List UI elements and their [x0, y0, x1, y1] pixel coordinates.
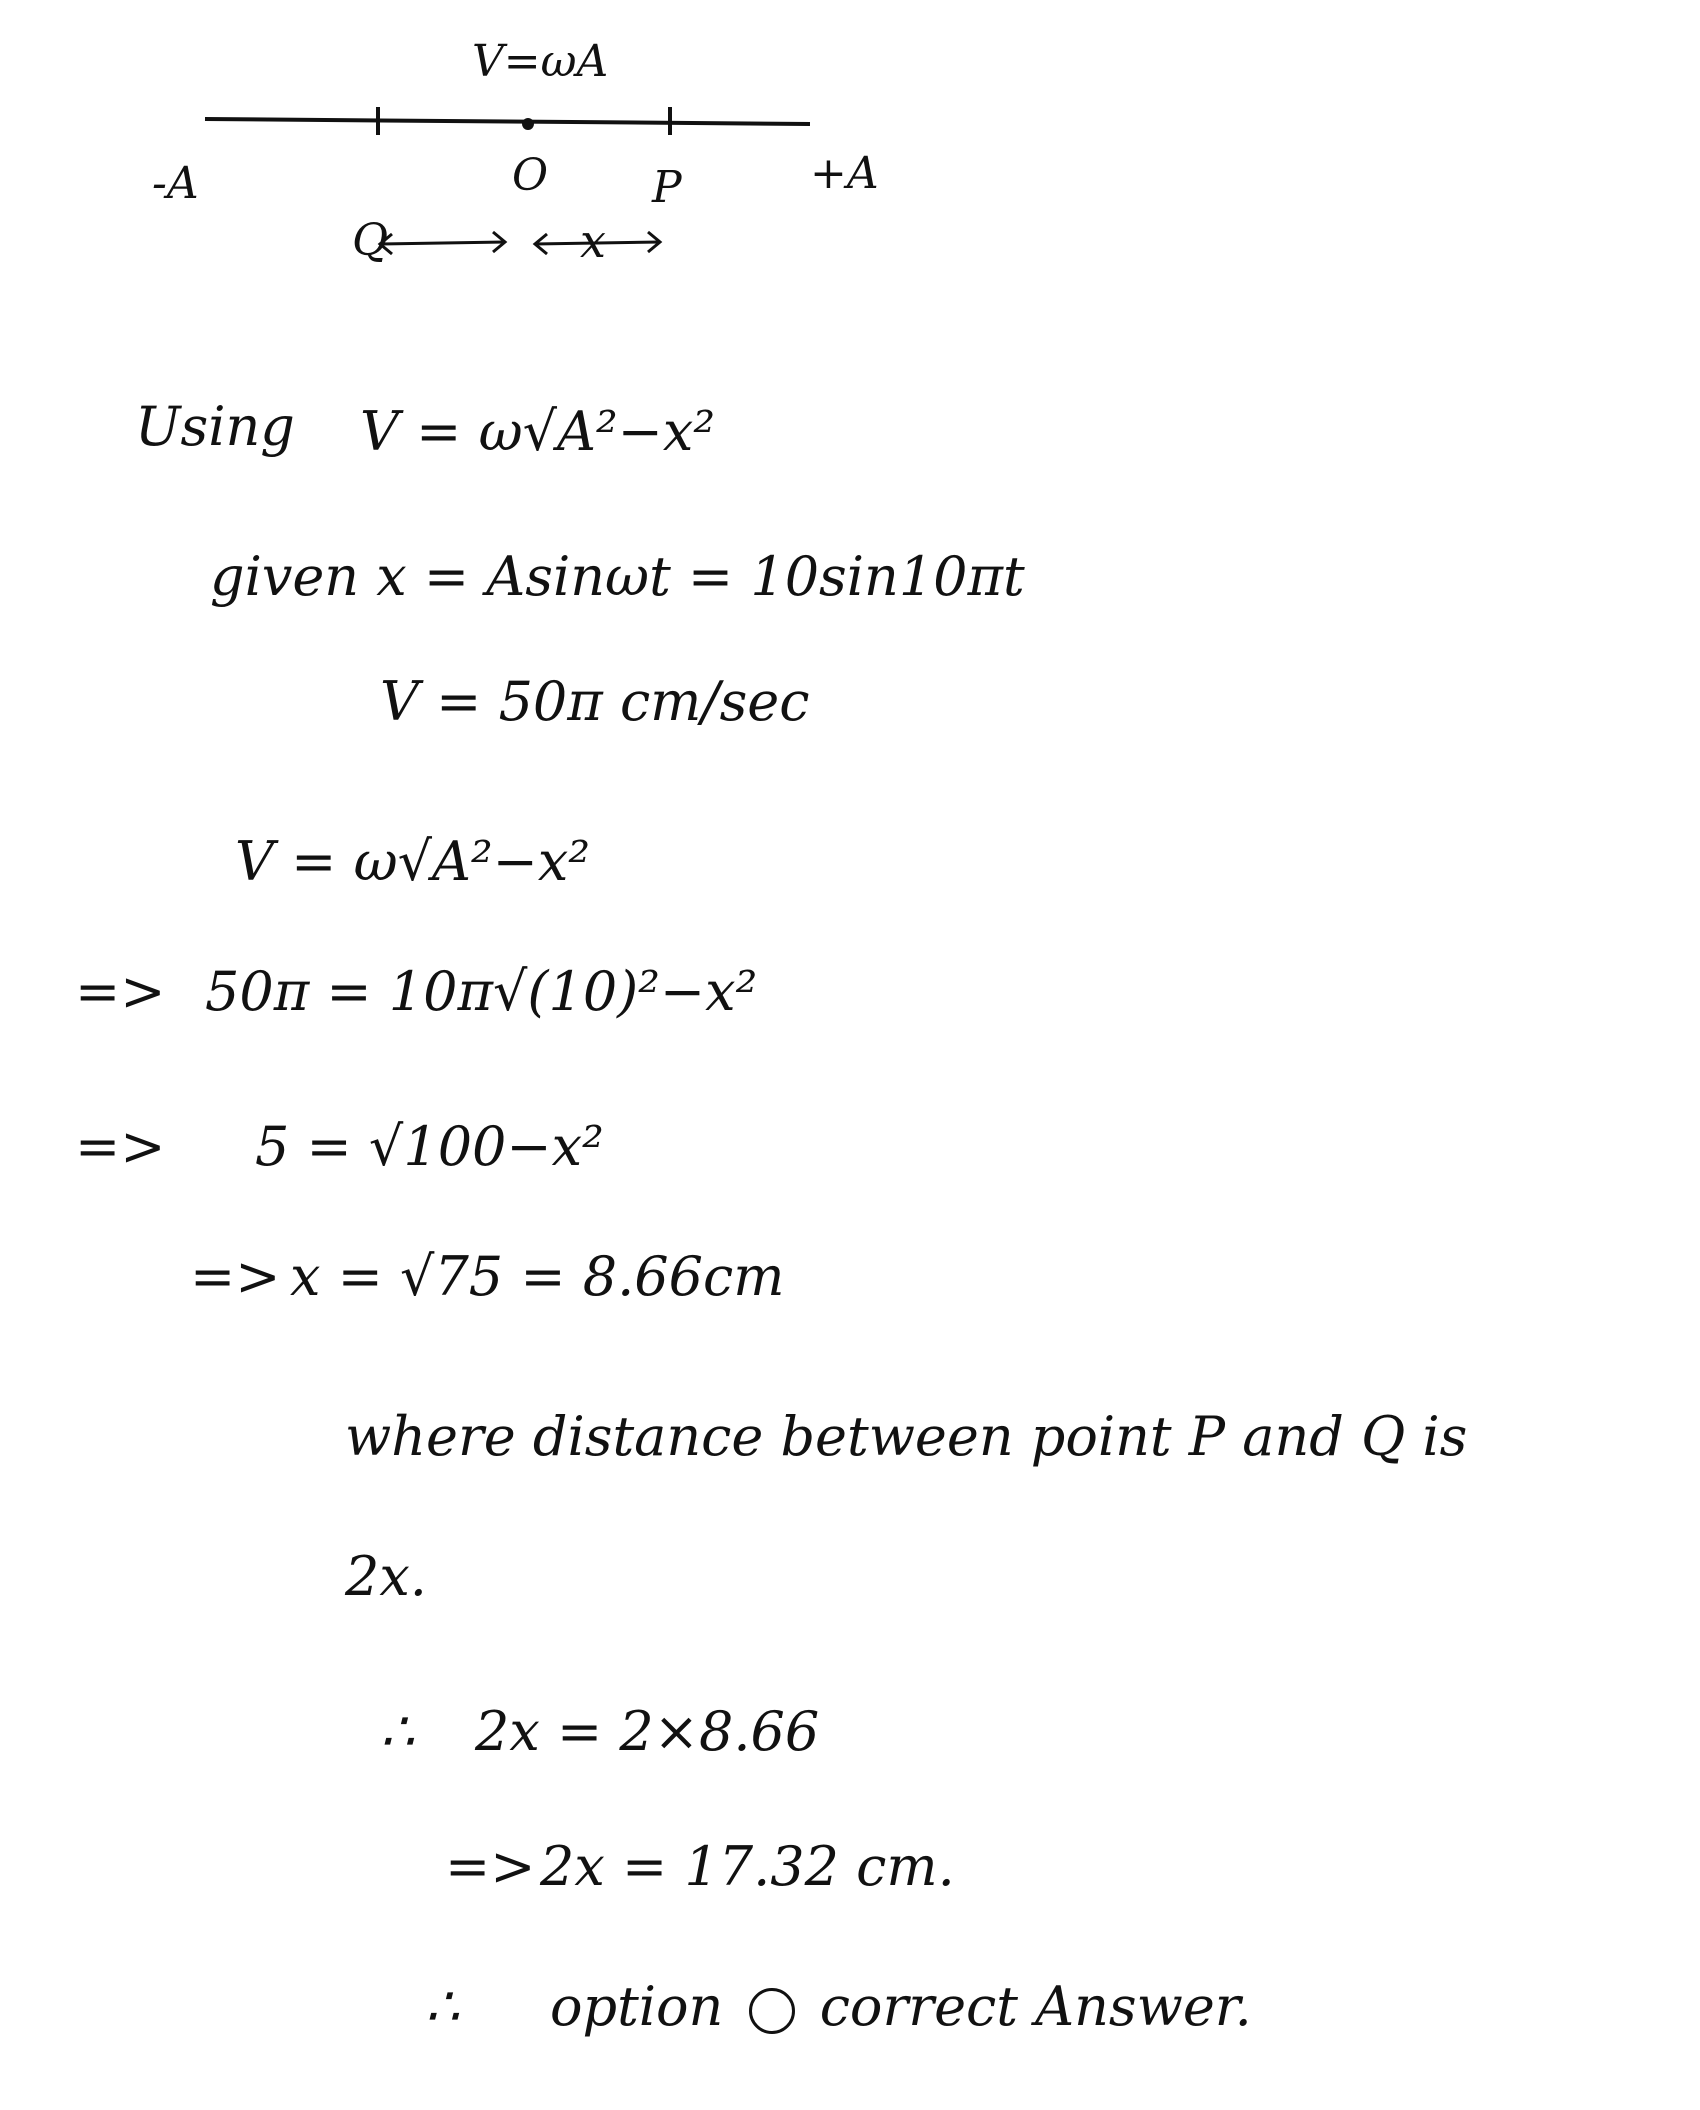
label-p: P: [652, 162, 682, 213]
implies-arrow-2: =>: [75, 1115, 166, 1178]
label-q: Q: [352, 215, 389, 266]
velocity-value: V = 50π cm/sec: [380, 670, 810, 733]
label-plus-a: +A: [810, 148, 879, 199]
axis-line: [205, 119, 810, 124]
circled-option-icon: [749, 1988, 795, 2034]
label-x: x: [580, 214, 606, 268]
diagram-title: V=ωA: [472, 36, 609, 87]
implies-arrow-4: =>: [445, 1835, 536, 1898]
where-sentence: where distance between point P and Q is: [345, 1405, 1468, 1468]
using-equation: V = ω√A²−x²: [360, 400, 716, 463]
conclusion-line: [550, 1975, 1252, 2038]
equation-1: V = ω√A²−x²: [235, 830, 591, 893]
equation-4: x = √75 = 8.66cm: [290, 1245, 785, 1308]
calc-1: 2x = 2×8.66: [475, 1700, 820, 1763]
two-x: 2x.: [345, 1545, 427, 1608]
using-word: Using: [135, 395, 295, 458]
label-o: O: [512, 150, 549, 201]
given-line: given x = Asinωt = 10sin10πt: [210, 545, 1025, 608]
label-minus-a: -A: [152, 158, 199, 209]
implies-arrow-3: =>: [190, 1245, 281, 1308]
center-point: [522, 118, 534, 130]
therefore-1: ∴: [380, 1700, 415, 1763]
implies-arrow-1: =>: [75, 960, 166, 1023]
therefore-2: ∴: [425, 1975, 460, 2038]
equation-2: 50π = 10π√(10)²−x²: [205, 960, 758, 1023]
equation-3: 5 = √100−x²: [255, 1115, 604, 1178]
calc-2: 2x = 17.32 cm.: [540, 1835, 955, 1898]
conclusion-prefix: option: [550, 1975, 724, 2038]
conclusion-suffix: correct Answer.: [819, 1975, 1252, 2038]
q-arrow: [380, 242, 505, 244]
